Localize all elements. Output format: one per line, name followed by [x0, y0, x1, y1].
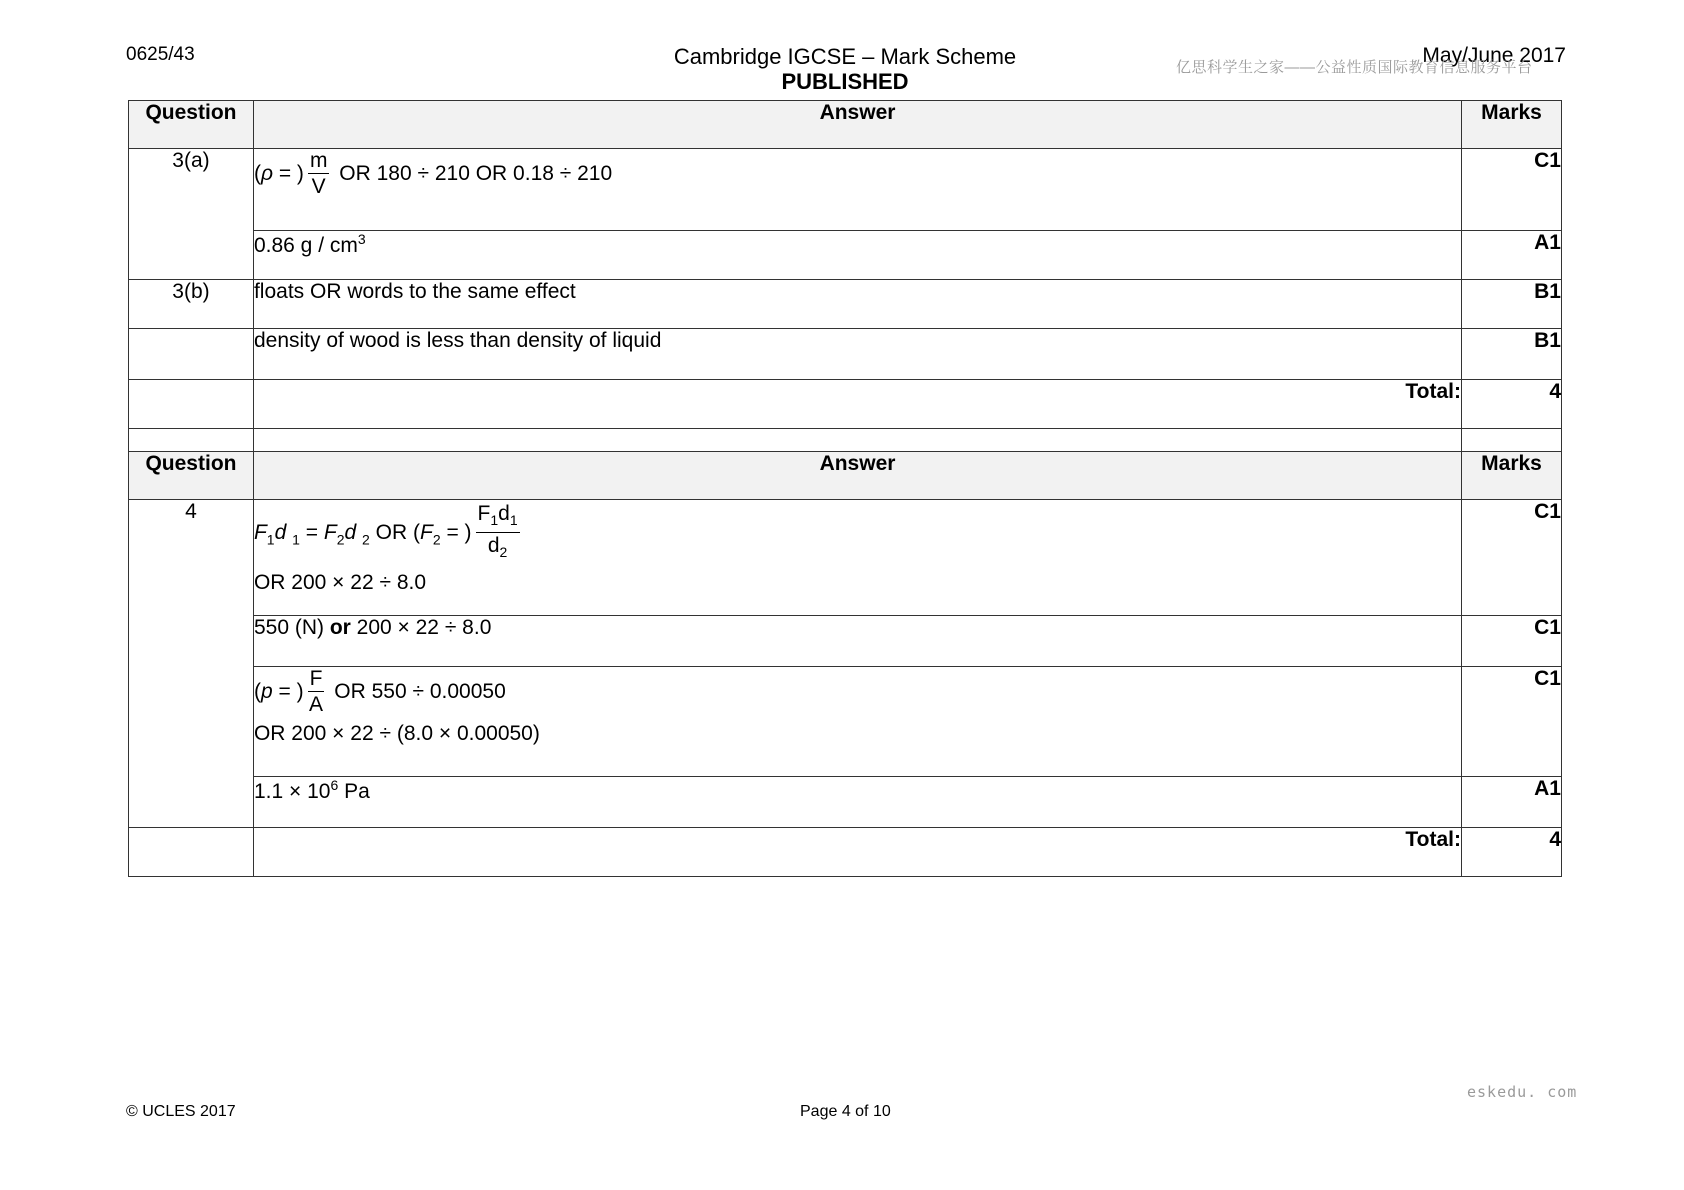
mark-code: C1: [1462, 500, 1562, 616]
empty-cell: [129, 329, 254, 380]
empty-cell: [129, 828, 254, 877]
question-header: Question: [129, 452, 254, 500]
watermark-text: 亿思科学生之家——公益性质国际教育信息服务平台: [1176, 59, 1533, 76]
paper-code: 0625/43: [126, 44, 195, 65]
mark-code: B1: [1462, 329, 1562, 380]
table2-header-row: [129, 452, 1562, 500]
document-title: Cambridge IGCSE – Mark Scheme: [673, 44, 1017, 69]
table-row: [129, 777, 1562, 828]
total-value: 4: [1462, 380, 1562, 429]
question-number: 3(a): [129, 149, 254, 280]
empty-cell: [129, 380, 254, 429]
answer-cell: (ρ = ) $\frac{m}{V}$ OR 180 ÷ 210 OR 0.18 ÷ 210: [253, 149, 1461, 231]
mark-code: C1: [1462, 667, 1562, 777]
table-row: [129, 500, 1562, 616]
spacer-row: [129, 429, 1562, 452]
question-number: 3(b): [129, 280, 254, 329]
fraction: $\frac{F_1d_1}{d_2}$: [477, 502, 518, 561]
status-label: PUBLISHED: [781, 69, 909, 94]
copyright: © UCLES 2017: [126, 1103, 236, 1120]
exam-session: May/June 2017: [1422, 44, 1566, 67]
mark-scheme-table: [128, 100, 1562, 877]
marks-header: Marks: [1462, 101, 1562, 149]
total-row: [129, 380, 1562, 429]
mark-code: A1: [1462, 777, 1562, 828]
fraction: $\frac{F}{A}$: [309, 667, 324, 716]
question-number: 4: [129, 500, 254, 828]
mark-code: B1: [1462, 280, 1562, 329]
answer-cell: (p = ) $\frac{F}{A}$ OR 550 ÷ 0.00050 OR 200 × 22 ÷ (8.0 × 0.00050): [253, 667, 1461, 777]
table-row: [129, 667, 1562, 777]
total-row: [129, 828, 1562, 877]
page-number: Page 4 of 10: [800, 1103, 891, 1120]
fraction: $\frac{m}{V}$: [309, 149, 328, 198]
table-row: [129, 149, 1562, 231]
mark-code: C1: [1462, 149, 1562, 231]
table-row: [129, 280, 1562, 329]
mark-code: C1: [1462, 616, 1562, 667]
answer-header: Answer: [253, 101, 1461, 149]
mark-code: A1: [1462, 231, 1562, 280]
answer-cell: $F_1d$ $_1 = F_2d$ $_2$ OR ($F_2$ = ) $\frac{F_1d_1}{d_2}$ OR 200 × 22 ÷ 8.0: [253, 500, 1461, 616]
answer-header: Answer: [253, 452, 1461, 500]
site-watermark: eskedu. com: [1467, 1083, 1578, 1101]
total-label: Total:: [253, 380, 1461, 429]
total-value: 4: [1462, 828, 1562, 877]
answer-cell: floats OR words to the same effect: [253, 280, 1461, 329]
answer-cell: 0.86 g / $cm^3$: [253, 231, 1461, 280]
answer-cell: density of wood is less than density of liquid: [253, 329, 1461, 380]
total-label: Total:: [253, 828, 1461, 877]
answer-cell: 550 (N) or 200 × 22 ÷ 8.0: [253, 616, 1461, 667]
table1-header-row: [129, 101, 1562, 149]
answer-cell: $1.1 \times 10^6$ Pa: [253, 777, 1461, 828]
table-row: [129, 616, 1562, 667]
marks-header: Marks: [1462, 452, 1562, 500]
table-row: [129, 231, 1562, 280]
table-row: [129, 329, 1562, 380]
question-header: Question: [129, 101, 254, 149]
